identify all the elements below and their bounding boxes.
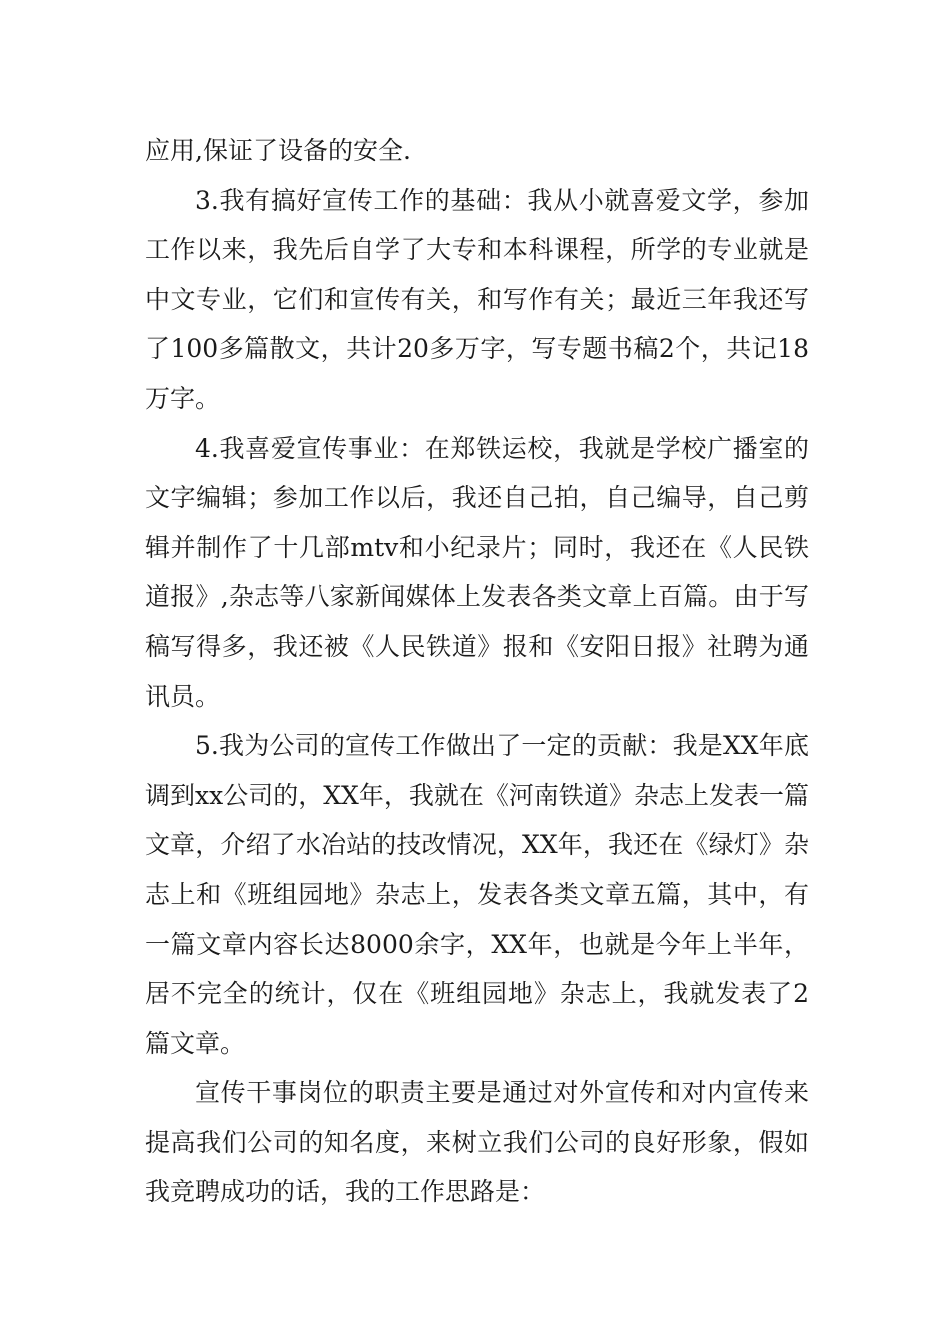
- paragraph-job-duty: 宣传干事岗位的职责主要是通过对外宣传和对内宣传来提高我们公司的知名度，来树立我们公司的良好形象，假如我竞聘成功的话，我的工作思路是：: [145, 1078, 809, 1207]
- paragraph-item-5: 5.我为公司的宣传工作做出了一定的贡献：我是XX年底调到xx公司的，XX年，我就在《河南铁道》杂志上发表一篇文章，介绍了水冶站的技改情况，XX年，我还在《绿灯》杂志上和《班组园地》杂志上，发表各类文章五篇，其中，有一篇文章内容长达8000余字，XX年，也就是今年上半年，居不完全的统计，仅在《班组园地》杂志上，我就发表了2篇文章。: [145, 731, 809, 1058]
- paragraph-continuation: 应用,保证了设备的安全.: [145, 136, 411, 165]
- document-body: [145, 126, 809, 1217]
- paragraph-item-3: 3.我有搞好宣传工作的基础：我从小就喜爱文学，参加工作以来，我先后自学了大专和本科课程，所学的专业就是中文专业，它们和宣传有关，和写作有关；最近三年我还写了100多篇散文，共计20多万字，写专题书稿2个，共记18万字。: [145, 185, 809, 413]
- paragraph-item-4: 4.我喜爱宣传事业：在郑铁运校，我就是学校广播室的文字编辑；参加工作以后，我还自己拍，自己编导，自己剪辑并制作了十几部mtv和小纪录片；同时，我还在《人民铁道报》,杂志等八家新闻媒体上发表各类文章上百篇。由于写稿写得多，我还被《人民铁道》报和《安阳日报》社聘为通讯员。: [145, 433, 809, 711]
